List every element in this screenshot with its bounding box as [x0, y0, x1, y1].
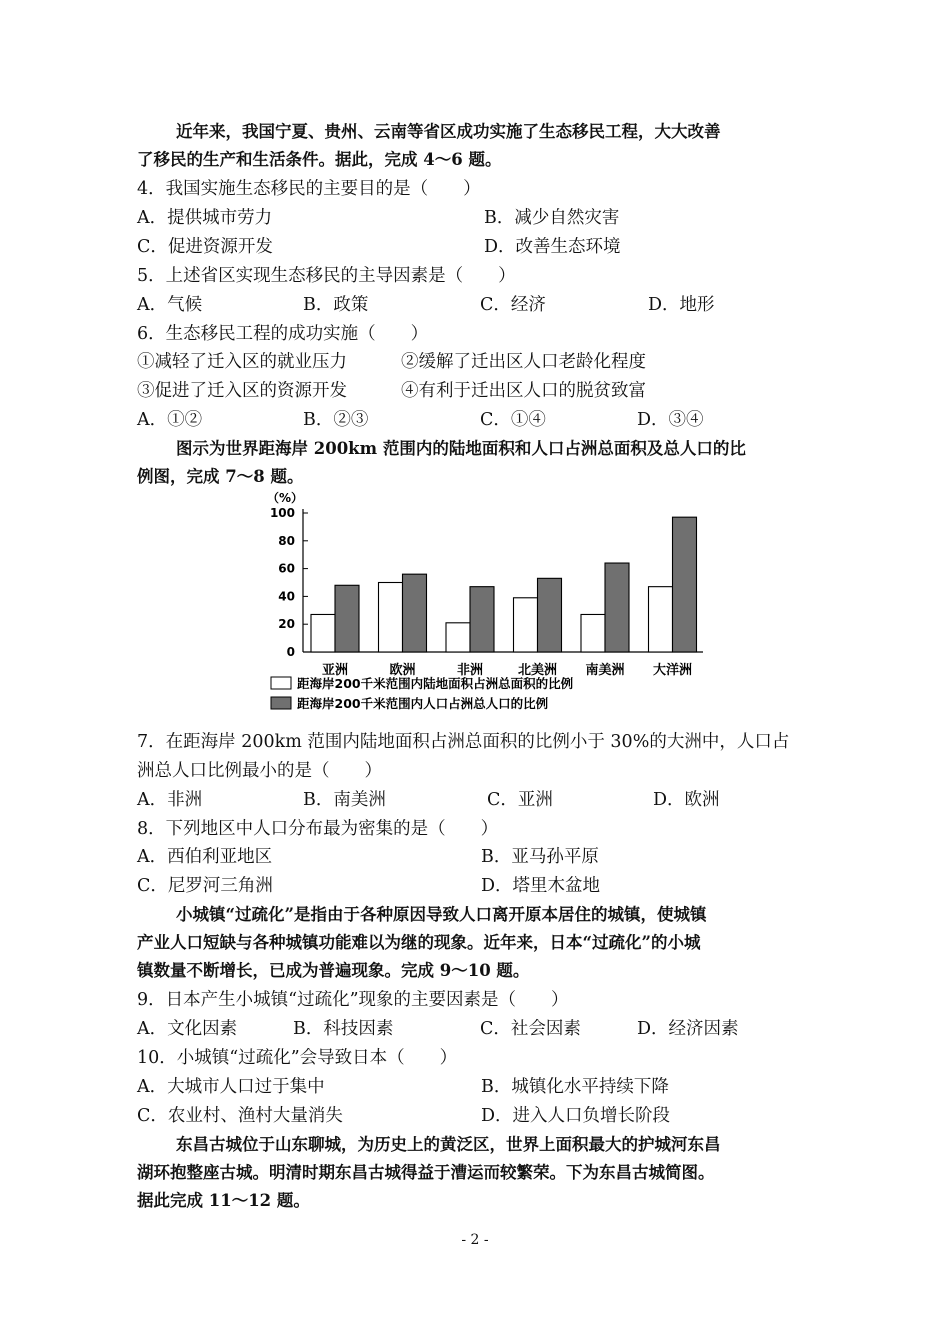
- q6-statement-1: ①减轻了迁入区的就业压力: [137, 352, 347, 372]
- q9-option-b[interactable]: B．科技因素: [293, 1019, 394, 1039]
- q10-option-c[interactable]: C．农业村、渔村大量消失: [137, 1106, 343, 1126]
- q10-option-d[interactable]: D．进入人口负增长阶段: [481, 1106, 671, 1126]
- q4-option-b[interactable]: B．减少自然灾害: [484, 208, 620, 228]
- q5-option-d[interactable]: D．地形: [648, 295, 715, 315]
- q5-option-a[interactable]: A．气候: [137, 295, 203, 315]
- q6-statement-3: ③促进了迁入区的资源开发: [137, 381, 347, 401]
- legend-swatch: [271, 677, 291, 689]
- bar-population: [605, 563, 629, 652]
- q4-option-d[interactable]: D．改善生态环境: [484, 237, 621, 257]
- q6-statement-2: ②缓解了迁出区人口老龄化程度: [401, 352, 646, 372]
- q7-line1: 7．在距海岸 200km 范围内陆地面积占洲总面积的比例小于 30%的大洲中，人口占: [137, 732, 790, 752]
- passage1-line2: 了移民的生产和生活条件。据此，完成 4～6 题。: [137, 150, 502, 169]
- y-tick-label: 100: [269, 506, 295, 520]
- bar-population: [538, 578, 562, 652]
- q5-stem: 5．上述省区实现生态移民的主导因素是（ ）: [137, 266, 516, 286]
- q7-option-c[interactable]: C．亚洲: [487, 790, 553, 810]
- q10-stem: 10．小城镇“过疏化”会导致日本（ ）: [137, 1048, 458, 1068]
- coastal-bar-chart: [255, 488, 715, 728]
- q8-stem: 8．下列地区中人口分布最为密集的是（ ）: [137, 819, 499, 839]
- q4-option-c[interactable]: C．促进资源开发: [137, 237, 273, 257]
- bar-population: [403, 574, 427, 652]
- q8-option-b[interactable]: B．亚马孙平原: [481, 847, 599, 867]
- q9-stem: 9．日本产生小城镇“过疏化”现象的主要因素是（ ）: [137, 990, 569, 1010]
- passage4-line1: 东昌古城位于山东聊城，为历史上的黄泛区，世界上面积最大的护城河东昌: [176, 1135, 721, 1154]
- page-number: - 2 -: [461, 1232, 489, 1248]
- q5-option-c[interactable]: C．经济: [480, 295, 546, 315]
- legend-label: 距海岸200千米范围内陆地面积占洲总面积的比例: [297, 676, 574, 691]
- y-tick-label: 0: [286, 645, 295, 659]
- x-category-label: 北美洲: [517, 663, 558, 678]
- q10-option-b[interactable]: B．城镇化水平持续下降: [481, 1077, 669, 1097]
- q6-option-d[interactable]: D．③④: [637, 410, 704, 430]
- passage4-line2: 湖环抱整座古城。明清时期东昌古城得益于漕运而较繁荣。下为东昌古城简图。: [137, 1163, 715, 1182]
- q6-statement-4: ④有利于迁出区人口的脱贫致富: [401, 381, 646, 401]
- bar-population: [673, 517, 697, 652]
- q8-option-a[interactable]: A．西伯利亚地区: [137, 847, 273, 867]
- q7-line2: 洲总人口比例最小的是（ ）: [137, 761, 382, 781]
- q7-option-b[interactable]: B．南美洲: [303, 790, 386, 810]
- q9-option-c[interactable]: C．社会因素: [480, 1019, 581, 1039]
- passage3-line1: 小城镇“过疏化”是指由于各种原因导致人口离开原本居住的城镇，使城镇: [176, 905, 707, 924]
- q7-option-a[interactable]: A．非洲: [137, 790, 203, 810]
- y-tick-label: 60: [278, 561, 295, 576]
- q5-option-b[interactable]: B．政策: [303, 295, 369, 315]
- bar-population: [335, 585, 359, 652]
- bar-population: [470, 587, 494, 652]
- y-tick-label: 20: [278, 617, 295, 632]
- x-category-label: 非洲: [456, 663, 484, 678]
- bar-land-area: [649, 587, 673, 652]
- passage2-line1: 图示为世界距海岸 200km 范围内的陆地面积和人口占洲总面积及总人口的比: [176, 439, 746, 458]
- q6-option-b[interactable]: B．②③: [303, 410, 369, 430]
- bar-land-area: [379, 583, 403, 653]
- legend-swatch: [271, 697, 291, 709]
- q6-option-a[interactable]: A．①②: [137, 410, 203, 430]
- q9-option-d[interactable]: D．经济因素: [637, 1019, 739, 1039]
- bar-land-area: [514, 598, 538, 652]
- passage1-line1: 近年来，我国宁夏、贵州、云南等省区成功实施了生态移民工程，大大改善: [176, 122, 721, 141]
- q4-option-a[interactable]: A．提供城市劳力: [137, 208, 273, 228]
- y-tick-label: 40: [278, 589, 295, 604]
- q7-option-d[interactable]: D．欧洲: [653, 790, 720, 810]
- q9-option-a[interactable]: A．文化因素: [137, 1019, 238, 1039]
- passage4-line3: 据此完成 11～12 题。: [137, 1191, 310, 1210]
- q8-option-c[interactable]: C．尼罗河三角洲: [137, 876, 273, 896]
- q10-option-a[interactable]: A．大城市人口过于集中: [137, 1077, 325, 1097]
- y-axis-unit-label: （%）: [266, 491, 304, 505]
- q4-stem: 4．我国实施生态移民的主要目的是（ ）: [137, 179, 481, 199]
- q6-option-c[interactable]: C．①④: [480, 410, 546, 430]
- bar-land-area: [581, 614, 605, 652]
- q8-option-d[interactable]: D．塔里木盆地: [481, 876, 601, 896]
- bar-land-area: [311, 614, 335, 652]
- x-category-label: 欧洲: [389, 663, 416, 678]
- q6-stem: 6．生态移民工程的成功实施（ ）: [137, 324, 429, 344]
- passage3-line2: 产业人口短缺与各种城镇功能难以为继的现象。近年来，日本“过疏化”的小城: [137, 933, 701, 952]
- bar-land-area: [446, 623, 470, 652]
- legend-label: 距海岸200千米范围内人口占洲总人口的比例: [297, 696, 549, 711]
- x-category-label: 亚洲: [321, 663, 349, 678]
- passage2-line2: 例图，完成 7～8 题。: [137, 467, 304, 486]
- x-category-label: 大洋洲: [652, 663, 693, 678]
- passage3-line3: 镇数量不断增长，已成为普遍现象。完成 9～10 题。: [137, 961, 530, 980]
- x-category-label: 南美洲: [585, 663, 625, 678]
- y-tick-label: 80: [278, 533, 295, 548]
